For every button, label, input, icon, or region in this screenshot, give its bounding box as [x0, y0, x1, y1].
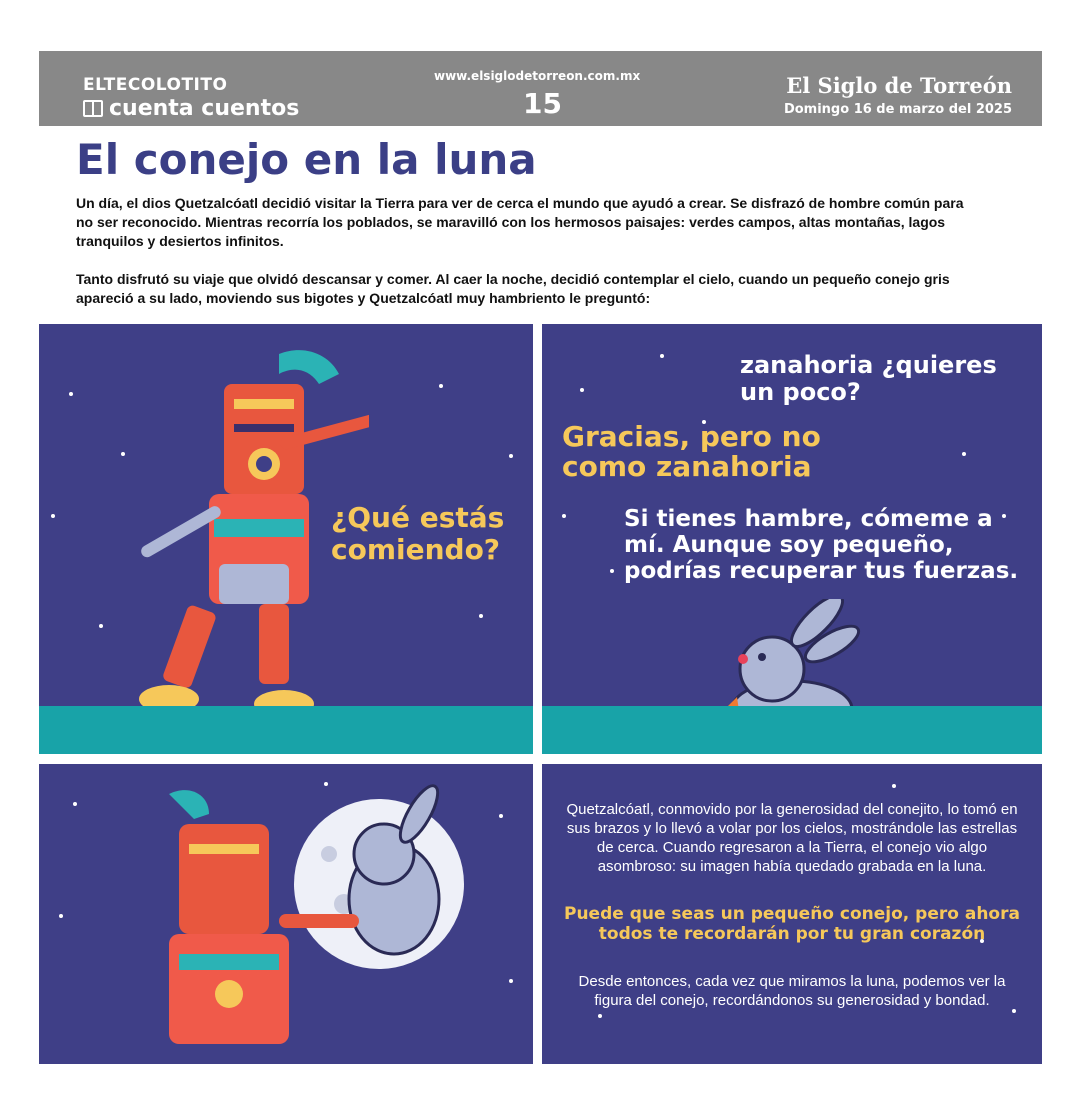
ground [542, 706, 1042, 754]
ground [39, 706, 533, 754]
star-icon [580, 388, 584, 392]
star-icon [509, 454, 513, 458]
comic-panel-4 [542, 764, 1042, 1064]
website-link[interactable]: www.elsiglodetorreon.com.mx [434, 69, 641, 83]
speech-question: ¿Qué estás comiendo? [331, 501, 505, 566]
star-icon [99, 624, 103, 628]
star-icon [51, 514, 55, 518]
star-icon [962, 452, 966, 456]
speech-hambre: Si tienes hambre, cómeme a mí. Aunque soy pequeño, podrías recuperar tus fuerzas. [624, 506, 1019, 584]
star-icon [598, 1014, 602, 1018]
speech-zanahoria: zanahoria ¿quieres un poco? [740, 351, 997, 406]
star-icon [499, 814, 503, 818]
article-paragraph-2: Tanto disfrutó su viaje que olvidó descansar y comer. Al caer la noche, decidió contemplar el cielo, cuando un pequeño conejo gris apareció a su lado, moviendo sus bigotes y Quetzalcóatl muy hambriento le preguntó: [76, 271, 950, 306]
publication-date: Domingo 16 de marzo del 2025 [783, 102, 1012, 117]
star-icon [121, 452, 125, 456]
article-paragraph-1: Un día, el dios Quetzalcóatl decidió visitar la Tierra para ver de cerca el mundo que ayudó a crear. Se disfrazó de hombre común para no ser reconocido. Mientras recorría los poblados, se maravilló con los hermosos paisajes: verdes campos, altas montañas, lagos tranquilos y desiertos infinitos. [76, 195, 964, 249]
brand-logo-text: ELTECOLOTITO [83, 75, 228, 95]
speech-gracias: Gracias, pero no como zanahoria [562, 420, 821, 483]
star-icon [479, 614, 483, 618]
book-icon [83, 100, 103, 117]
star-icon [610, 569, 614, 573]
star-icon [73, 802, 77, 806]
star-icon [509, 979, 513, 983]
moon-rabbit-illustration [139, 784, 499, 1064]
narration-2: Desde entonces, cada vez que miramos la luna, podemos ver la figura del conejo, recordándonos su generosidad y bondad. [578, 973, 1006, 1009]
comic-panel-3 [39, 764, 533, 1064]
star-icon [660, 354, 664, 358]
article-title: El conejo en la luna [76, 135, 537, 184]
comic-panel-1 [39, 324, 533, 754]
page-header [39, 51, 1042, 126]
narration-1: Quetzalcóatl, conmovido por la generosidad del conejito, lo tomó en sus brazos y lo llevó a volar por los cielos, mostrándole las estrellas de cerca. Cuando regresaron a la Tierra, el conejo vio algo asombroso: su imagen había quedado grabada en la luna. [566, 801, 1018, 875]
star-icon [562, 514, 566, 518]
section-label: cuenta cuentos [109, 96, 300, 121]
section-name [83, 96, 299, 121]
comic-panel-2 [542, 324, 1042, 754]
star-icon [59, 914, 63, 918]
star-icon [439, 384, 443, 388]
page-number: 15 [523, 87, 562, 120]
star-icon [892, 784, 896, 788]
star-icon [69, 392, 73, 396]
newspaper-name: El Siglo de Torreón [786, 73, 1012, 98]
speech-quote: Puede que seas un pequeño conejo, pero ahora todos te recordarán por tu gran corazón [564, 904, 1020, 944]
